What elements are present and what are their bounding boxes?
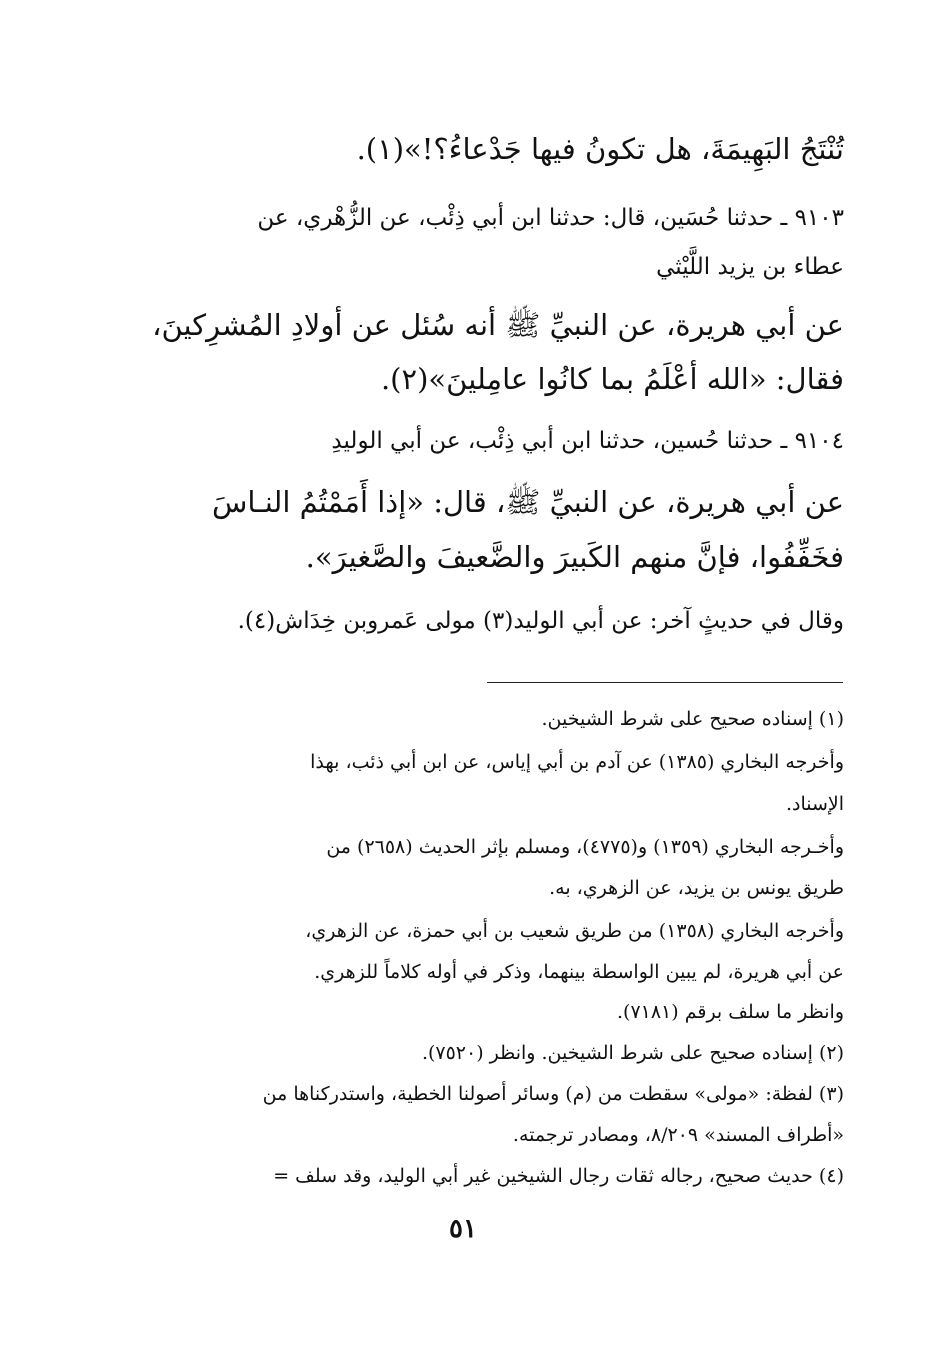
- footnote-1-line-2: وأخرجه البخاري (١٣٨٥) عن آدم بن أبي إياس، عن ابن أبي ذئب، بهذا: [310, 751, 844, 773]
- hadith-9104-header: ٩١٠٤ ـ حدثنا حُسين، حدثنا ابن أبي ذِئْب، عن أبي الوليدِ: [331, 428, 844, 454]
- hadith-9104-text-line-1: عن أبي هريرة، عن النبيِّ ﷺ، قال: «إذا أَمَمْتُمُ النـاسَ: [212, 485, 844, 519]
- footnote-1-line-4: وأخـرجه البخاري (١٣٥٩) و(٤٧٧٥)، ومسلم بإثر الحديث (٢٦٥٨) من: [326, 836, 844, 858]
- hadith-9103-header-line-2: عطاء بن يزيد اللَّيْثي: [656, 254, 844, 280]
- footnote-1-line-1: (١) إسناده صحيح على شرط الشيخين.: [541, 708, 844, 730]
- footnote-1-line-5: طريق يونس بن يزيد، عن الزهري، به.: [549, 877, 844, 899]
- hadith-9103-text-line-1: عن أبي هريرة، عن النبيِّ ﷺ أنه سُئل عن أولادِ المُشرِكينَ،: [152, 308, 844, 342]
- footnote-3-line-2: «أطراف المسند» ٨/٢٠٩، ومصادر ترجمته.: [512, 1124, 844, 1146]
- footnote-3-line-1: (٣) لفظة: «مولى» سقطت من (م) وسائر أصولنا الخطية، واستدركناها من: [262, 1083, 844, 1105]
- hadith-9103-text-line-2: فقال: «الله أعْلَمُ بما كانُوا عامِلينَ»(٢).: [380, 362, 844, 396]
- footnote-1-line-7: عن أبي هريرة، لم يبين الواسطة بينهما، وذكر في أوله كلاماً للزهري.: [314, 961, 844, 983]
- main-text-line-1: تُنْتَجُ البَهِيمَةَ، هل تكونُ فيها جَدْعاءُ؟!»(١).: [356, 132, 844, 166]
- hadith-9104-text-line-2: فخَفِّفُوا، فإنَّ منهم الكَبيرَ والضَّعيفَ والصَّغيرَ».: [305, 540, 844, 574]
- footnote-1-line-8: وانظر ما سلف برقم (٧١٨١).: [616, 1001, 844, 1023]
- hadith-9103-header-line-1: ٩١٠٣ ـ حدثنا حُسَين، قال: حدثنا ابن أبي ذِئْب، عن الزُّهْري، عن: [257, 205, 844, 231]
- page-number: ٥١: [449, 1214, 477, 1244]
- footnote-4: (٤) حديث صحيح، رجاله ثقات رجال الشيخين غير أبي الوليد، وقد سلف =: [273, 1165, 844, 1187]
- footnote-1-line-3: الإسناد.: [785, 793, 844, 815]
- hadith-9104-note: وقال في حديثٍ آخر: عن أبي الوليد(٣) مولى عَمروبن خِدَاش(٤).: [237, 608, 844, 634]
- footnote-1-line-6: وأخرجه البخاري (١٣٥٨) من طريق شعيب بن أبي حمزة، عن الزهري،: [305, 920, 844, 942]
- footnote-separator: [487, 682, 843, 683]
- footnote-2: (٢) إسناده صحيح على شرط الشيخين. وانظر (٧٥٢٠).: [421, 1042, 844, 1064]
